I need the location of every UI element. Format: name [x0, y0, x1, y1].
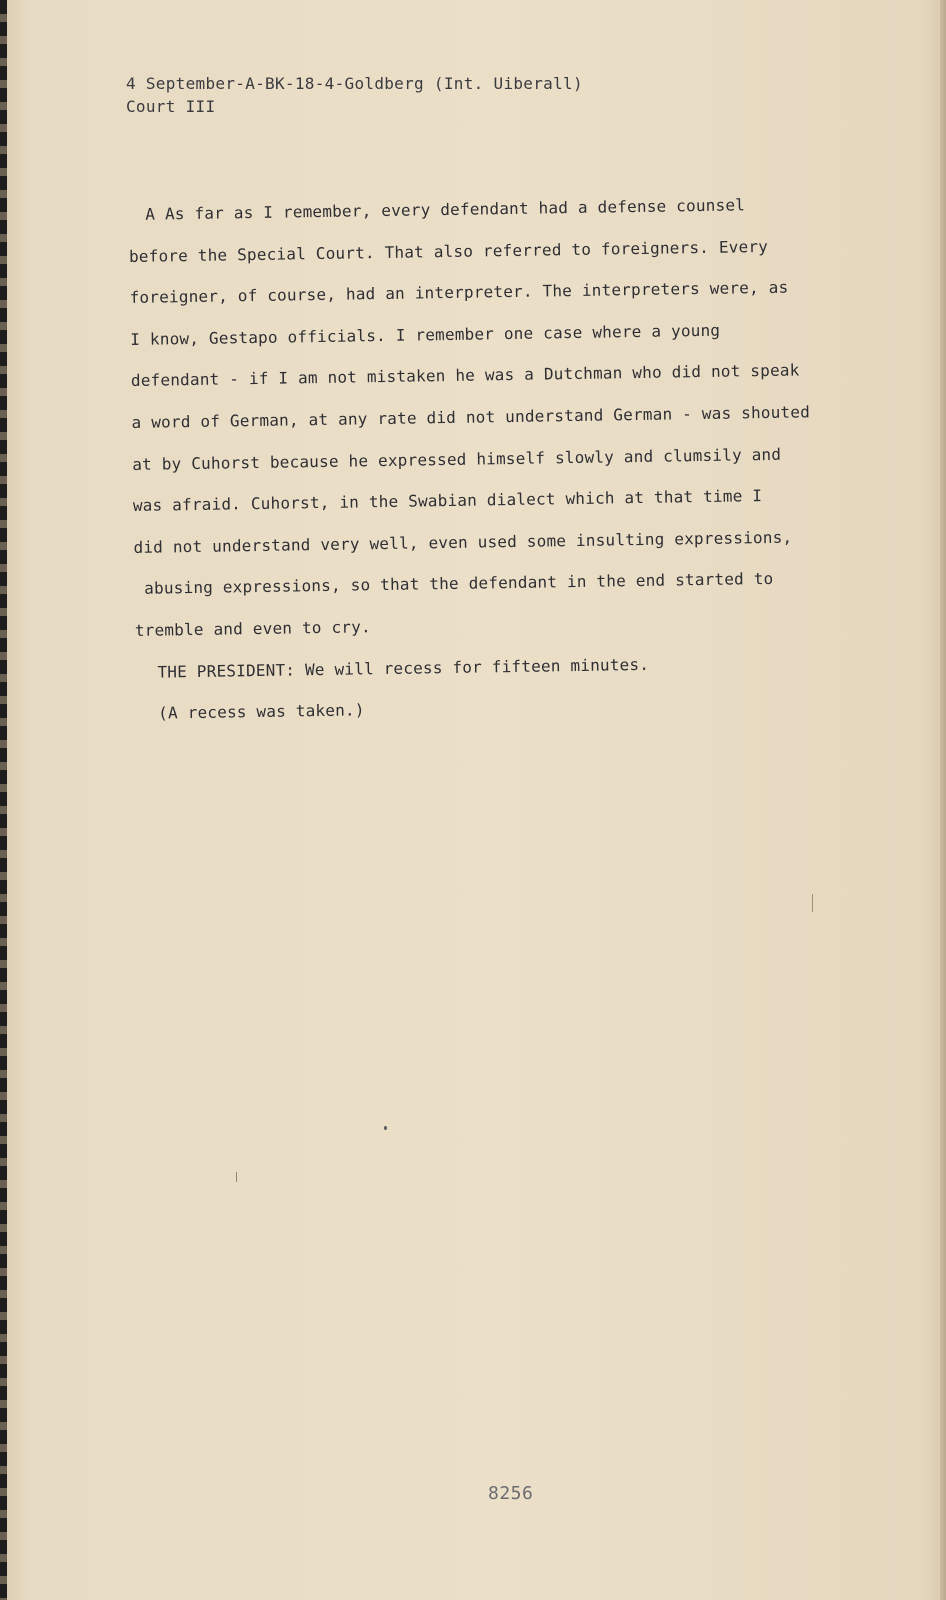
- recess-note: (A recess was taken.): [158, 700, 365, 723]
- testimony-line: tremble and even to cry.: [134, 617, 371, 640]
- testimony-line: at by Cuhorst because he expressed himself slowly and clumsily and: [132, 444, 782, 474]
- header-case-line: 4 September-A-BK-18-4-Goldberg (Int. Uiberall): [126, 74, 583, 93]
- testimony-line: abusing expressions, so that the defendant in the end started to: [144, 569, 774, 599]
- header-court-line: Court III: [126, 97, 216, 116]
- paper-speck: [812, 894, 813, 912]
- testimony-line: foreigner, of course, had an interpreter. The interpreters were, as: [129, 277, 789, 308]
- testimony-line: A As far as I remember, every defendant had a defense counsel: [145, 195, 746, 224]
- testimony-line: did not understand very well, even used some insulting expressions,: [133, 527, 793, 557]
- binding-edge: [0, 0, 7, 1600]
- testimony-body: [128, 183, 856, 735]
- document-header: [126, 72, 583, 118]
- page-number: 8256: [488, 1483, 534, 1504]
- testimony-line: a word of German, at any rate did not understand German - was shouted: [131, 402, 811, 432]
- president-statement: THE PRESIDENT: We will recess for fifteen minutes.: [157, 654, 650, 682]
- testimony-line: I know, Gestapo officials. I remember one case where a young: [130, 320, 721, 349]
- testimony-line: was afraid. Cuhorst, in the Swabian dialect which at that time I: [132, 486, 763, 516]
- testimony-line: before the Special Court. That also referred to foreigners. Every: [128, 236, 769, 266]
- page-right-edge: [940, 0, 946, 1600]
- paper-speck: [236, 1172, 237, 1182]
- paper-speck: [384, 1126, 387, 1130]
- testimony-line: defendant - if I am not mistaken he was a Dutchman who did not speak: [130, 360, 800, 391]
